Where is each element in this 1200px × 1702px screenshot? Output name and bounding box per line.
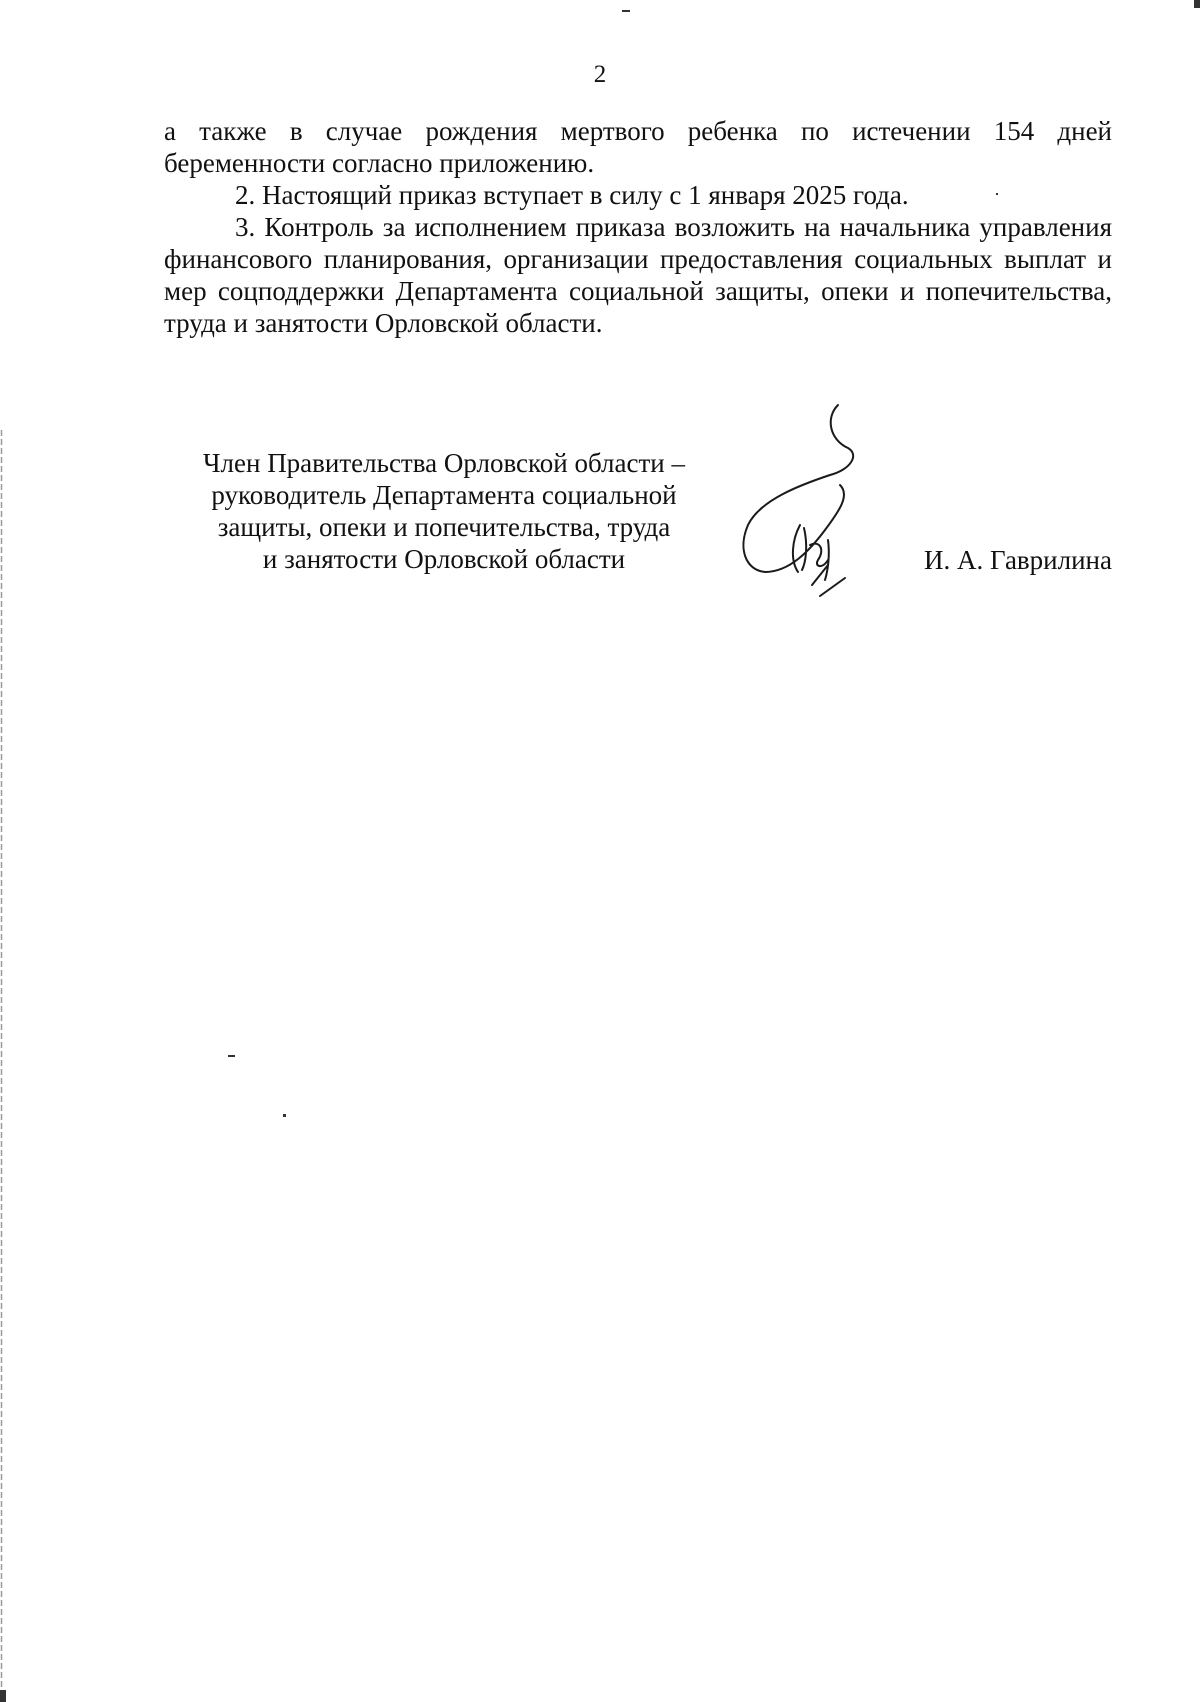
position-line: и занятости Орловской области (262, 544, 626, 574)
document-body (164, 115, 1112, 339)
signer-name: И. А. Гаврилина (924, 545, 1112, 575)
scan-speck (283, 1114, 286, 1117)
scan-speck (1194, 0, 1200, 8)
handwritten-signature (730, 400, 880, 610)
scan-speck (228, 1055, 235, 1057)
scan-speck (0, 1690, 6, 1702)
paragraph-effective-date: 2. Настоящий приказ вступает в силу с 1 января 2025 года. (235, 180, 909, 210)
position-line: защиты, опеки и попечительства, труда (217, 512, 671, 542)
paragraph-continuation: а также в случае рождения мертвого ребенка по истечении 154 дней беременности согласно приложению. (164, 116, 1112, 178)
page-number: 2 (593, 61, 607, 88)
scan-speck (622, 10, 630, 12)
signatory-position (164, 447, 724, 575)
scan-edge-line (0, 430, 3, 1690)
position-line: руководитель Департамента социальной (211, 480, 677, 510)
paragraph-control: 3. Контроль за исполнением приказа возложить на начальника управления финансового планирования, организации предоставления социальных выплат и мер соцподдержки Департамента социальной защиты, опеки и попечительства, труда и занятости Орловской области. (164, 212, 1112, 338)
scan-speck (996, 193, 998, 195)
position-line: Член Правительства Орловской области – (202, 448, 685, 478)
